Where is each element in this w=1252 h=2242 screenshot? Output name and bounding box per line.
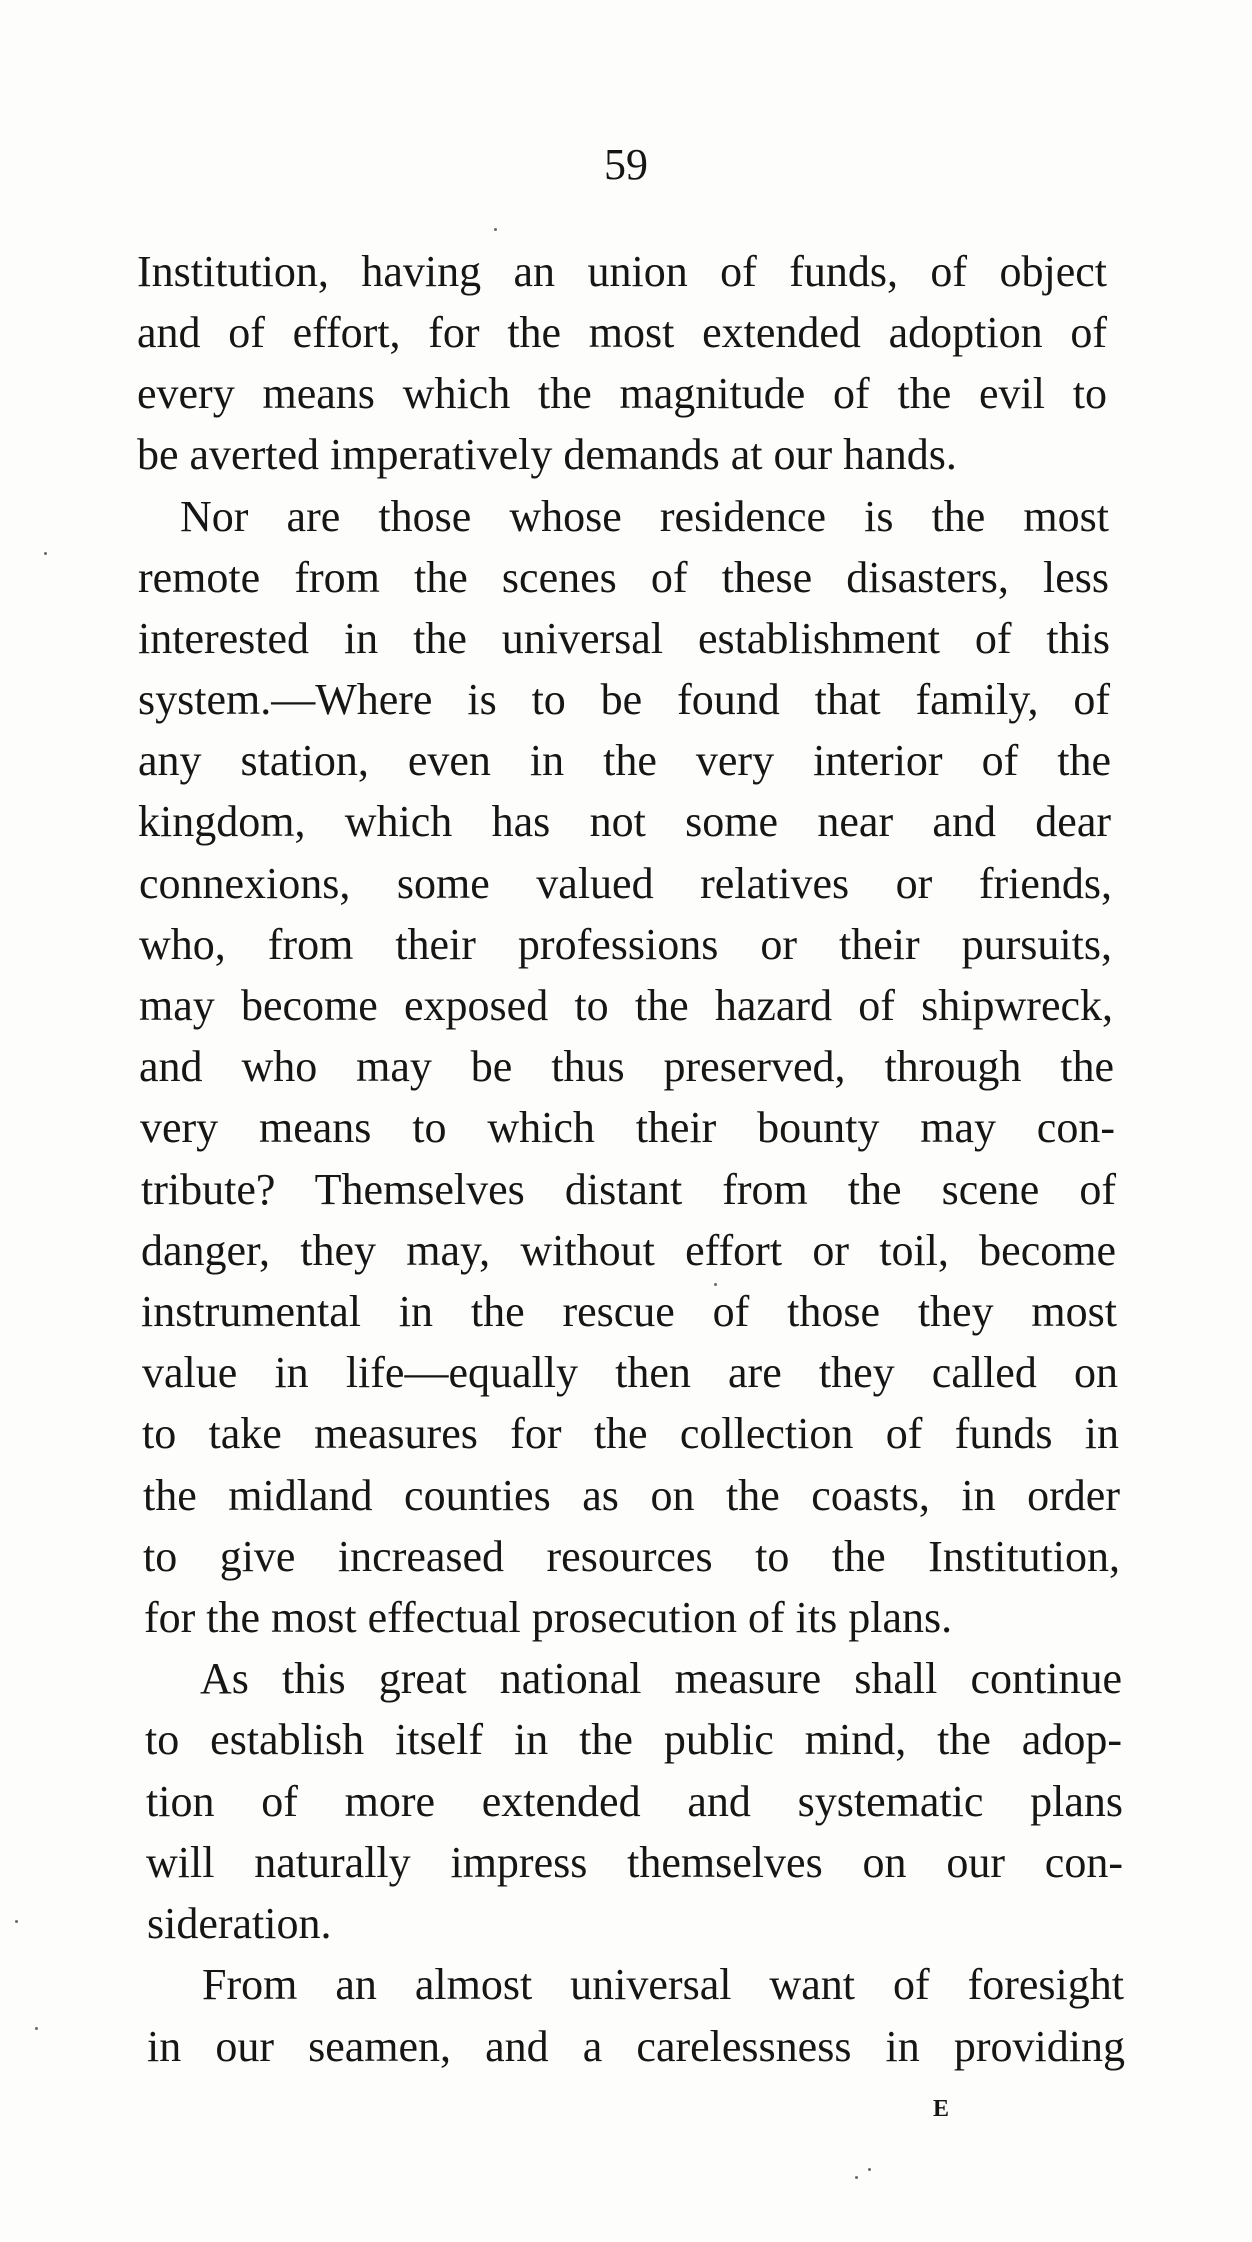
text-line: be averted imperatively demands at our hands.	[137, 430, 957, 479]
text-line: remote from the scenes of these disasters, less	[138, 553, 1109, 602]
text-line: value in life—equally then are they called on	[142, 1348, 1118, 1397]
text-line: in our seamen, and a carelessness in providing	[147, 2022, 1125, 2071]
text-line: to take measures for the collection of funds in	[142, 1409, 1119, 1458]
text-line: Institution, having an union of funds, of object	[137, 247, 1107, 296]
text-line: who, from their professions or their pursuits,	[139, 920, 1112, 969]
scan-speck	[855, 2176, 858, 2179]
text-line: tion of more extended and systematic plans	[146, 1777, 1123, 1826]
text-line: sideration.	[147, 1899, 332, 1948]
text-line: to give increased resources to the Institution,	[143, 1532, 1120, 1581]
text-line: will naturally impress themselves on our con-	[146, 1838, 1123, 1887]
text-line: instrumental in the rescue of those they most	[141, 1287, 1117, 1336]
text-line: and who may be thus preserved, through the	[139, 1042, 1114, 1091]
scan-speck	[35, 2027, 38, 2030]
scan-speck	[44, 552, 47, 555]
page-number: 59	[604, 140, 648, 189]
text-line: any station, even in the very interior of the	[138, 736, 1111, 785]
text-line: kingdom, which has not some near and dear	[138, 797, 1111, 846]
text-line: the midland counties as on the coasts, in order	[143, 1471, 1120, 1520]
text-line: As this great national measure shall continue	[200, 1654, 1122, 1703]
text-line: Nor are those whose residence is the most	[180, 492, 1109, 541]
text-line: connexions, some valued relatives or friends,	[139, 859, 1112, 908]
text-line: may become exposed to the hazard of shipwreck,	[139, 981, 1113, 1030]
text-line: very means to which their bounty may con-	[140, 1103, 1115, 1152]
text-line: every means which the magnitude of the evil to	[137, 369, 1107, 418]
scan-speck	[15, 1920, 18, 1923]
scan-speck	[868, 2168, 871, 2171]
text-line: interested in the universal establishment of this	[138, 614, 1110, 663]
text-line: to establish itself in the public mind, the adop-	[145, 1715, 1122, 1764]
scan-speck	[714, 1283, 717, 1286]
text-line: system.—Where is to be found that family, of	[138, 675, 1110, 724]
text-line: danger, they may, without effort or toil, become	[141, 1226, 1116, 1275]
text-line: and of effort, for the most extended adoption of	[137, 308, 1107, 357]
text-line: tribute? Themselves distant from the scene of	[141, 1165, 1116, 1214]
signature-mark: E	[933, 2096, 951, 2122]
text-line: From an almost universal want of foresight	[202, 1960, 1124, 2009]
scan-speck	[494, 228, 497, 231]
text-line: for the most effectual prosecution of its plans.	[144, 1593, 953, 1642]
